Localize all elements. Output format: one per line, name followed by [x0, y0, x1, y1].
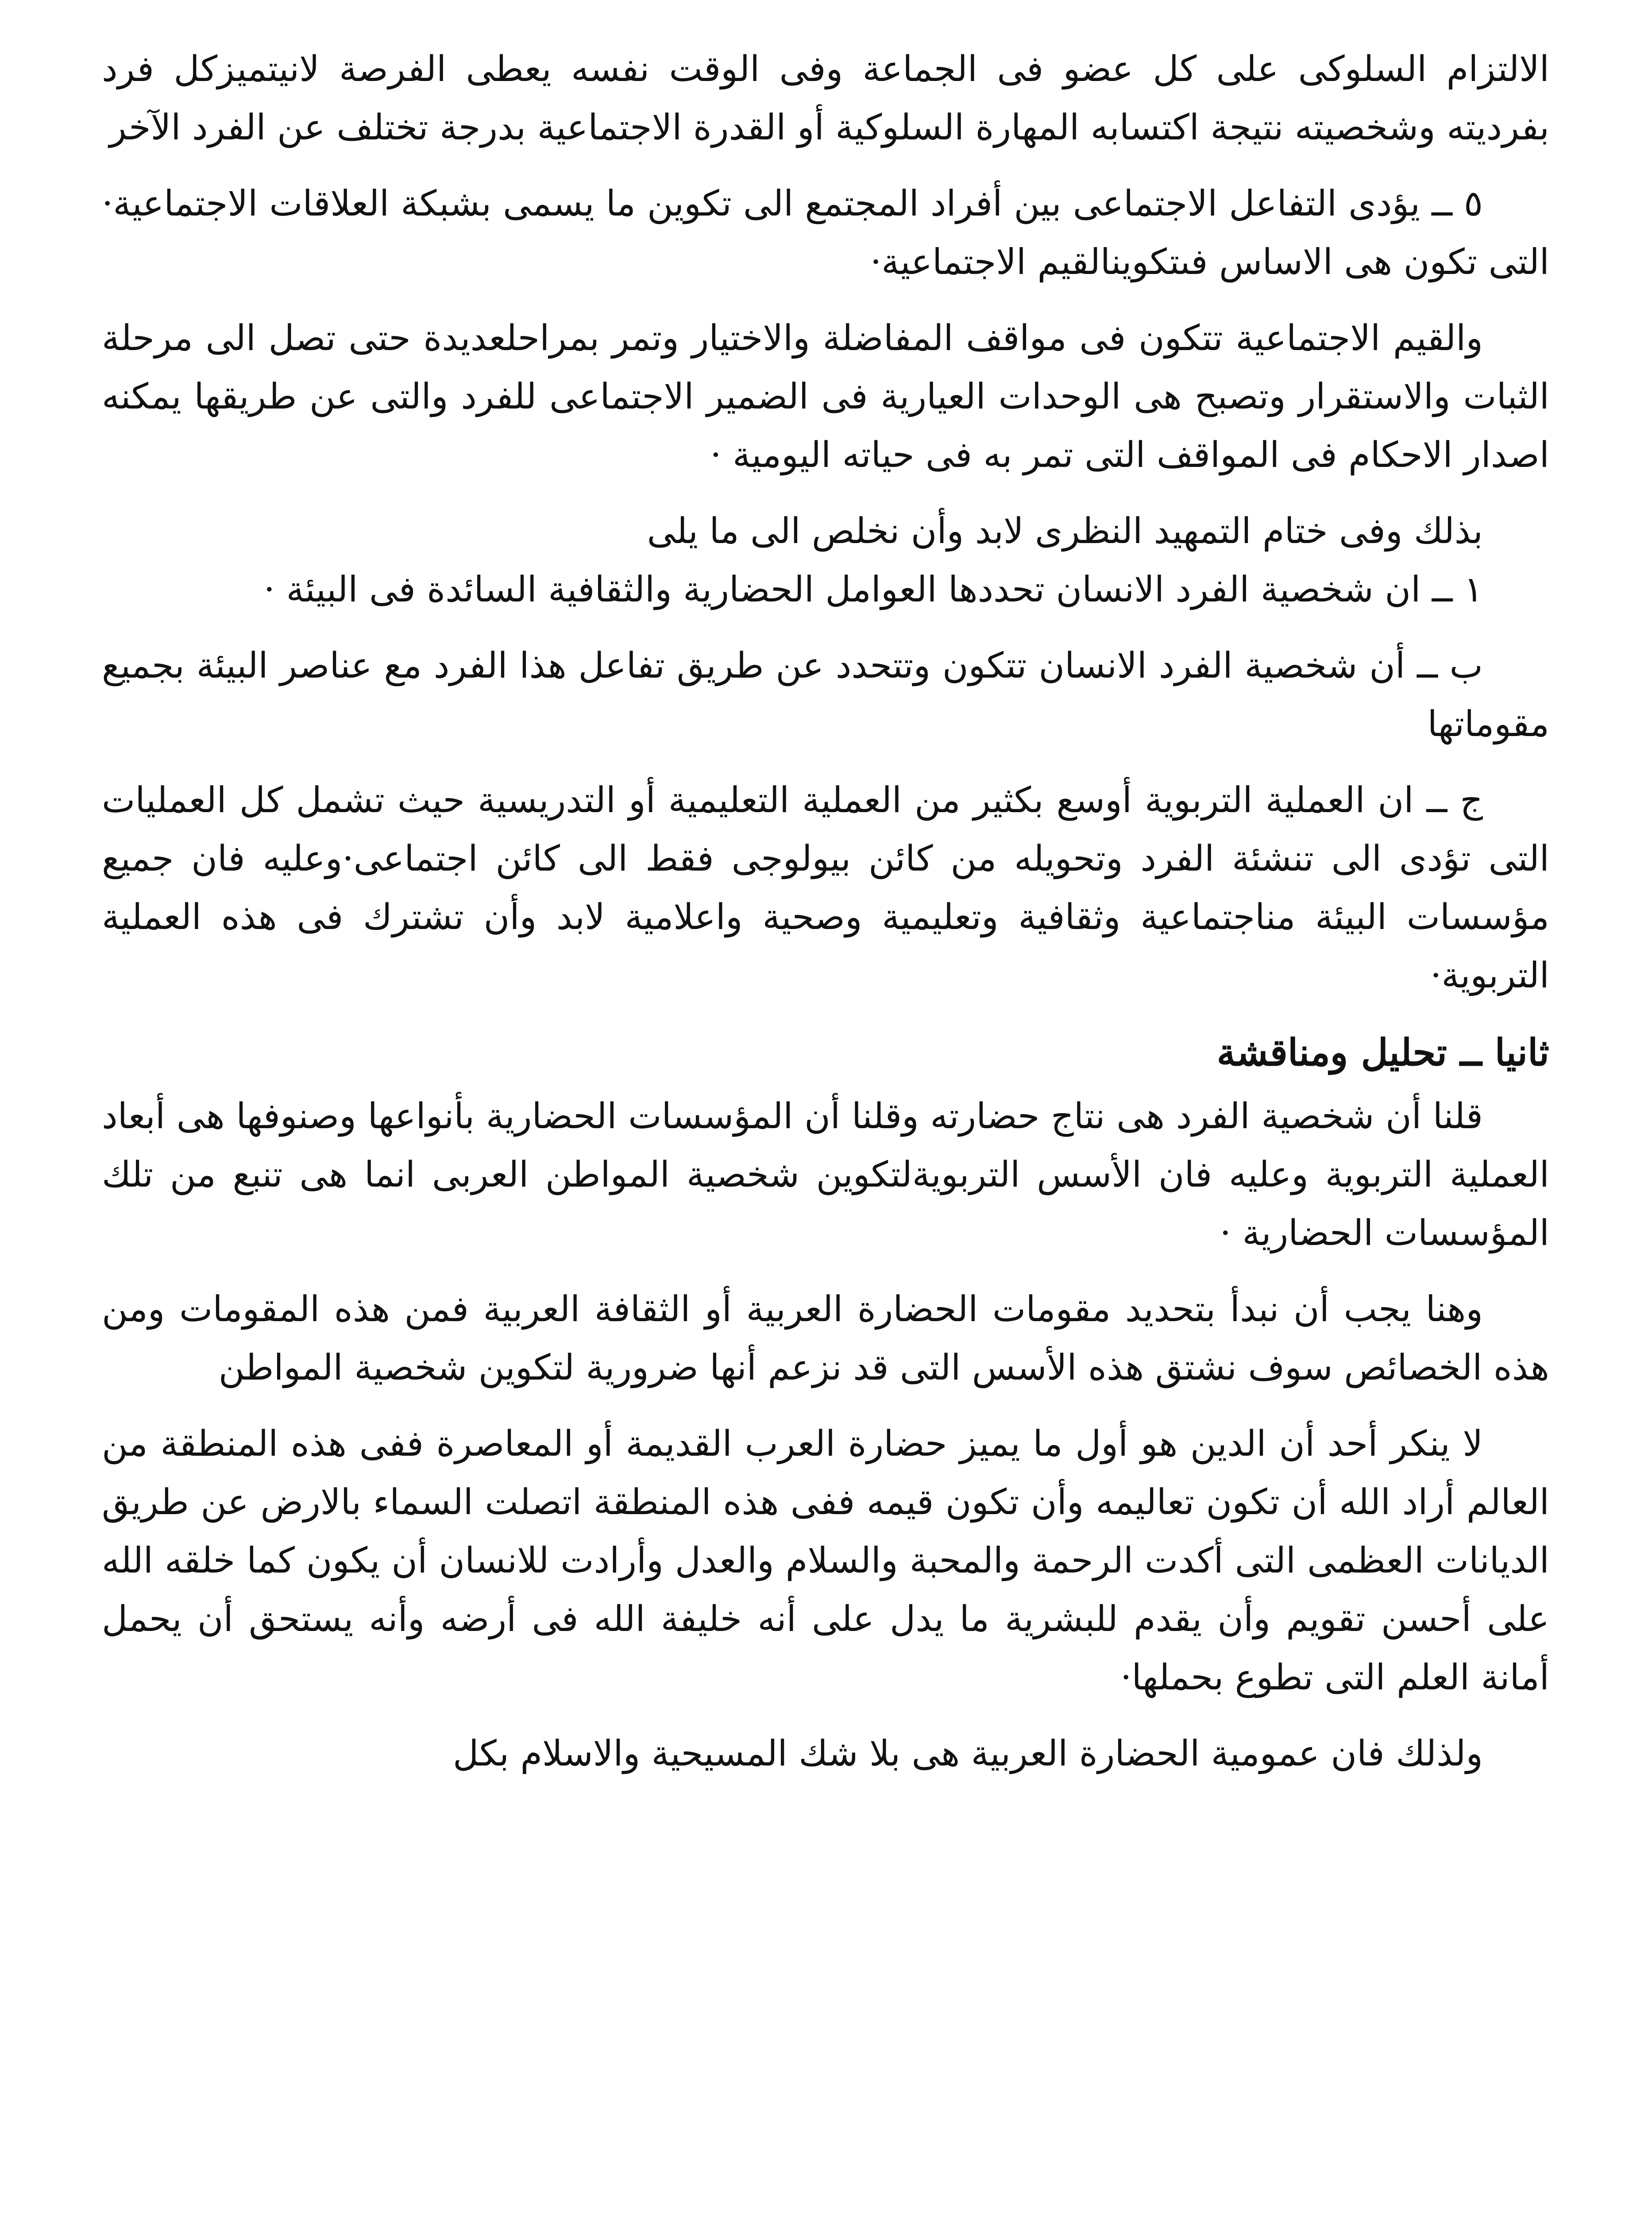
paragraph-analysis-1: قلنا أن شخصية الفرد هى نتاج حضارته وقلنا أن المؤسسات الحضارية بأنواعها وصنوفها هى أبعاد العملية التربوية وعليه فان الأسس التربويةلتكوين شخصية المواطن العربى انما هى تنبع من تلك المؤسسات الحضارية · — [102, 1095, 1549, 1253]
paragraph-point-b: ب ــ أن شخصية الفرد الانسان تتكون وتتحدد عن طريق تفاعل هذا الفرد مع عناصر البيئة بجميع مقوماتها — [102, 645, 1549, 744]
paragraph-point-c: ج ــ ان العملية التربوية أوسع بكثير من العملية التعليمية أو التدريسية حيث تشمل كل العمليات التى تؤدى الى تنشئة الفرد وتحويله من كائن بيولوجى فقط الى كائن اجتماعى·وعليه فان جميع مؤسسات البيئة مناجتماعية وثقافية وتعليمية وصحية واعلامية لابد وأن تشترك فى هذه العملية التربوية· — [102, 779, 1549, 996]
section-heading: ثانيا ــ تحليل ومناقشة — [1216, 1030, 1549, 1074]
paragraph-point-1: ١ ــ ان شخصية الفرد الانسان تحددها العوامل الحضارية والثقافية السائدة فى البيئة · — [263, 569, 1483, 610]
paragraph-analysis-2: وهنا يجب أن نبدأ بتحديد مقومات الحضارة العربية أو الثقافة العربية فمن هذه المقومات ومن هذه الخصائص سوف نشتق هذه الأسس التى قد نزعم أنها ضرورية لتكوين شخصية المواطن — [102, 1288, 1549, 1388]
paragraph-religion: لا ينكر أحد أن الدين هو أول ما يميز حضارة العرب القديمة أو المعاصرة ففى هذه المنطقة من العالم أراد الله أن تكون تعاليمه وأن تكون قيمه ففى هذه المنطقة اتصلت السماء بالارض عن طريق الديانات العظمى التى أكدت الرحمة والمحبة والسلام والعدل وأرادت للانسان أن يكون كما خلقه الله على أحسن تقويم وأن يقدم للبشرية ما يدل على أنه خليفة الله فى أرضه وأنه يستحق أن يحمل أمانة العلم التى تطوع بحملها· — [102, 1423, 1549, 1698]
paragraph-social-values: والقيم الاجتماعية تتكون فى مواقف المفاضلة والاختيار وتمر بمراحلعديدة حتى تصل الى مرحلة الثبات والاستقرار وتصبح هى الوحدات العيارية فى الضمير الاجتماعى للفرد والتى عن طريقها يمكنه اصدار الاحكام فى المواقف التى تمر به فى حياته اليومية · — [102, 317, 1549, 475]
paragraph-item-5: ٥ ــ يؤدى التفاعل الاجتماعى بين أفراد المجتمع الى تكوين ما يسمى بشبكة العلاقات الاجتماعية· التى تكون هى الاساس فىتكوينالقيم الاجتماعية· — [102, 183, 1549, 282]
paragraph-final: ولذلك فان عمومية الحضارة العربية هى بلا شك المسيحية والاسلام بكل — [453, 1733, 1483, 1774]
paragraph-continuation: الالتزام السلوكى على كل عضو فى الجماعة وفى الوقت نفسه يعطى الفرصة لانيتميزكل فرد بفرديته وشخصيته نتيجة اكتسابه المهارة السلوكية أو القدرة الاجتماعية بدرجة تختلف عن الفرد الآخر — [102, 48, 1549, 148]
document-page — [102, 40, 1549, 2213]
paragraph-conclusion-intro: بذلك وفى ختام التمهيد النظرى لابد وأن نخلص الى ما يلى — [647, 510, 1483, 551]
